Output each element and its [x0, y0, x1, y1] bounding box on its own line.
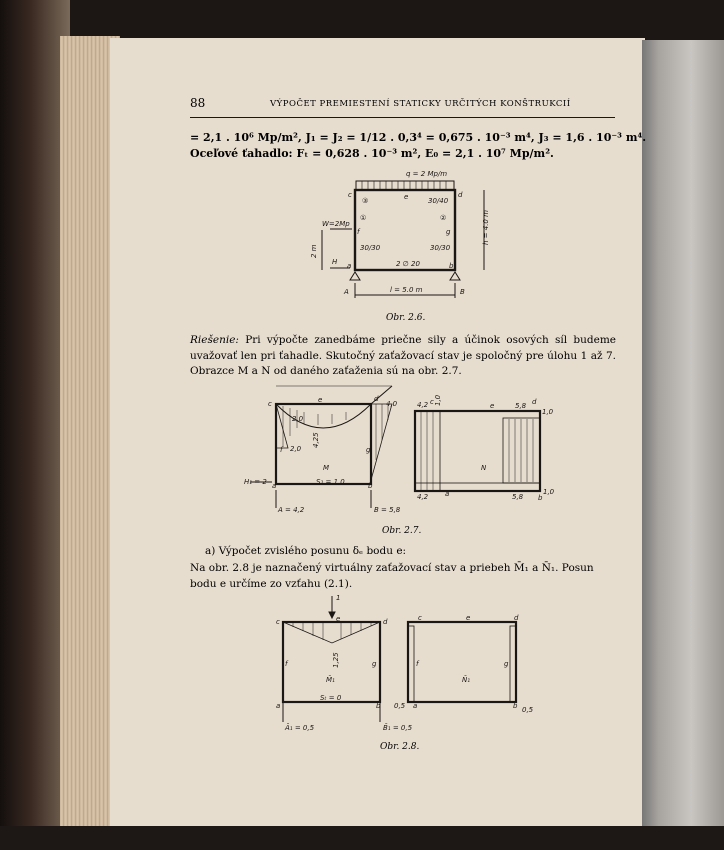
label-b: B: [460, 288, 465, 296]
label-span: l = 5.0 m: [390, 286, 423, 294]
label-h: H: [332, 258, 338, 266]
m-label-4-0: 4,0: [386, 400, 398, 408]
n1-label-0-5-a: 0,5: [394, 702, 406, 710]
label-w: W=2Mp: [322, 220, 350, 228]
n-label-a: a: [445, 490, 450, 498]
m1-label-1-25: 1,25: [332, 652, 340, 668]
label-a: A: [344, 288, 349, 296]
m-label-h: H₁ = 2: [244, 478, 267, 486]
m1-label-a: a: [276, 702, 281, 710]
m1-label-d: d: [383, 618, 388, 626]
m-label-e: e: [318, 396, 323, 404]
label-section-1: 30/30: [360, 244, 381, 252]
solution-label: Riešenie:: [190, 334, 239, 346]
figure-2-7-caption: Obr. 2.7.: [382, 526, 422, 536]
m-label-g: g: [366, 446, 371, 454]
m1-label-g: g: [372, 660, 377, 668]
n1-label-0-5-b: 0,5: [522, 706, 534, 714]
n1-label-e: e: [466, 614, 471, 622]
m-label-s1: S₁ = 1,0: [316, 478, 345, 486]
formula-line-1: = 2,1 . 10⁶ Mp/m², J₁ = J₂ = 1/12 . 0,3⁴ = 0,675 . 10⁻³ m⁴, J₃ = 1,6 . 10⁻³ m⁴.: [190, 131, 647, 144]
label-d: d: [458, 191, 463, 199]
label-q: q = 2 Mp/m: [406, 170, 448, 178]
n1-label-c: c: [418, 614, 422, 622]
label-section-2: 30/30: [430, 244, 451, 252]
n1-label-g: g: [504, 660, 509, 668]
m-label-2-0: 2,0: [292, 415, 304, 423]
label-c: c: [348, 191, 352, 199]
n-label-c: c: [430, 398, 434, 406]
label-e: e: [404, 193, 409, 201]
page-number: 88: [190, 96, 206, 110]
label-point-b: b: [449, 262, 454, 270]
n1-label-a: a: [413, 702, 418, 710]
n-label-4-2: 4,2: [417, 401, 429, 409]
label-section-3: 30/40: [428, 197, 449, 205]
n-label-5-8-b: 5,8: [512, 493, 524, 501]
label-f: f: [357, 228, 360, 236]
m-label-b: b: [368, 482, 373, 490]
m-label-d: d: [374, 395, 379, 403]
label-2m: 2 m: [310, 244, 318, 258]
running-title: VÝPOČET PREMIESTENÍ STATICKY URČITÝCH KONŠTRUKCIÍ: [270, 99, 571, 109]
m1-label-b: b: [376, 702, 381, 710]
label-member-1: ①: [360, 214, 367, 222]
label-member-2: ②: [440, 214, 447, 222]
n-label-b: b: [538, 494, 543, 502]
m-label-c: c: [268, 400, 272, 408]
n1-label-b: b: [513, 702, 518, 710]
figure-2-8-caption: Obr. 2.8.: [380, 742, 420, 752]
n-label-n: N: [481, 464, 487, 472]
m1-label-e: e: [336, 615, 341, 623]
n1-label-n: N̄₁: [462, 676, 471, 684]
n-label-1-0-c: 1,0: [543, 488, 555, 496]
m-label-a-react: A = 4,2: [278, 506, 305, 514]
solution-text: Pri výpočte zanedbáme priečne sily a účinok osových síl budeme uvažovať len pri ťahadle. Skutočný zaťažovací stav je spoločný pre úlohu 1 až 7. Obrazce M a N od daného zaťaženia sú na obr. 2.7.: [190, 334, 616, 377]
label-tie: 2 ∅ 20: [396, 260, 420, 268]
label-g: g: [446, 228, 451, 236]
n-label-4-2-b: 4,2: [417, 493, 429, 501]
part-a-heading: a) Výpočet zvislého posunu δₑ bodu e:: [205, 545, 407, 557]
n-label-1-0-b: 1,0: [542, 408, 554, 416]
n1-label-d: d: [514, 614, 519, 622]
formula-line-2: Oceľové ťahadlo: Fₜ = 0,628 . 10⁻³ m², E₀ = 2,1 . 10⁷ Mp/m².: [190, 147, 554, 160]
n-label-1-0: 1,0: [434, 394, 442, 406]
n-label-5-8: 5,8: [515, 402, 527, 410]
label-member-3: ③: [362, 197, 369, 205]
n-label-e: e: [490, 402, 495, 410]
m-label-a: a: [272, 482, 277, 490]
m1-label-f: f: [285, 660, 288, 668]
m1-label-a1: Ā₁ = 0,5: [285, 724, 315, 732]
m-label-4-25: 4,25: [312, 432, 320, 448]
label-height: h = 4.0 m: [482, 210, 490, 245]
n-label-d: d: [532, 398, 537, 406]
m-label-b-react: B = 5,8: [374, 506, 401, 514]
m1-label-1: 1: [336, 594, 341, 602]
part-a-text: Na obr. 2.8 je naznačený virtuálny zaťažovací stav a priebeh M̄₁ a N̄₁. Posun bodu e určíme zo vzťahu (2.1).: [190, 562, 594, 590]
m1-label-b1: B̄₁ = 0,5: [383, 724, 413, 732]
label-point-a: a: [347, 262, 352, 270]
m-label-m: M: [323, 464, 330, 472]
figure-2-6-caption: Obr. 2.6.: [386, 313, 426, 323]
m1-label-m: M̄₁: [326, 676, 335, 684]
m1-label-st: Sₜ = 0: [320, 694, 342, 702]
m-label-f: f: [280, 446, 283, 454]
n1-label-f: f: [416, 660, 419, 668]
m-label-2-0-b: 2,0: [290, 445, 302, 453]
m1-label-c: c: [276, 618, 280, 626]
